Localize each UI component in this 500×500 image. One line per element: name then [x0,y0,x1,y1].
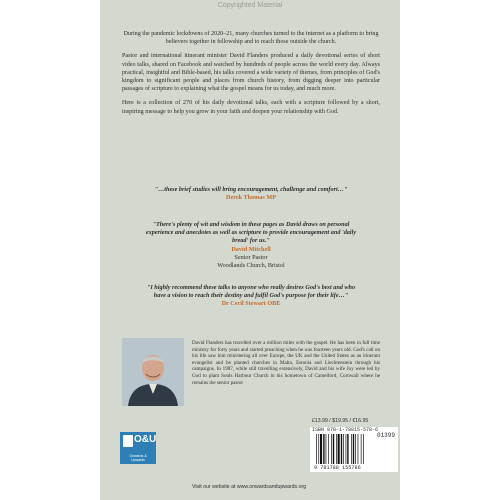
endorsement-quote-1 [144,186,358,202]
barcode-addon: 01399 [376,432,395,439]
quote-author-org: Woodlands Church, Bristol [217,262,285,270]
barcode-digits: 9 781788 155786 [314,465,361,471]
quote-text: "…these brief studies will bring encouragement, challenge and comfort…" [154,186,348,193]
blurb-paragraph-3: Here is a collection of 270 of his daily devotional talks, each with a scripture followed by a short, inspiring message to help you grow in your faith and deepen your relationship with God. [122,100,380,115]
quote-author-role: Senior Pastor [234,253,268,261]
copyright-watermark: Copyrighted Material [217,2,283,9]
blurb-paragraph-2: Pastor and international itinerant minister David Flanders produced a daily devotional series of short video talks, shared on Facebook and watched by hundreds of people across the world every day. Always practical, insightful and Bible-based, his talks covered a wide variety of themes, from principles of God's kingdom to significant people and places from church history, from digging deeper into particular passages of scripture to explaining what the gospel means for us today, and much more. [122,53,380,93]
author-portrait-icon [122,338,184,406]
quote-text: "There's plenty of wit and wisdom in these pages as David draws on personal experience and anecdotes as well as scripture to provide encouragement and 'daily bread' for us." [145,221,357,245]
blurb [122,30,380,122]
isbn-text: ISBN 978-1-78815-578-6 [312,427,379,433]
author-photo [122,338,184,406]
publisher-logo-mark: O&U [134,434,157,445]
publisher-website: Visit our website at www.onwardsandupwards.org [192,484,307,490]
blurb-paragraph-1: During the pandemic lockdowns of 2020–21, many churches turned to the internet as a platform to bring believers together in fellowship and to reach those outside the church. [123,31,379,46]
quote-author: David Mitchell [231,245,271,253]
barcode [310,427,398,472]
book-back-cover [100,0,400,500]
author-bio: David Flanders has travelled over a million miles with the gospel. He has been in full time ministry for forty years and started preaching when he was fourteen years old. God's call on his life saw him ministering all over Europe, the UK and the United States as an itinerant evangelist and he planted churches in Malta, Estonia and Liechtenstein through his campaigns. In 1987, while still travelling extensively, David and his wife Joy were led by God to plant Souls Harbour Church in his hometown of Camelford, Cornwall where he remains the senior pastor [192,340,380,386]
price-line: £13.99 / $19.95 / €16.95 [312,418,369,424]
quote-text: "I highly recommend these talks to anyone who really desires God's best and who have a vision to reach their destiny and fulfil God's purpose for their life…" [146,284,356,300]
publisher-tagline: Onwards & Upwards [129,454,147,462]
endorsement-quote-2 [144,221,358,270]
quote-author: Dr Cecil Stewart OBE [221,300,281,308]
book-icon [123,435,133,447]
quote-author: Derek Thomas MP [226,194,276,202]
publisher-logo [120,432,156,464]
endorsement-quote-3 [144,284,358,309]
